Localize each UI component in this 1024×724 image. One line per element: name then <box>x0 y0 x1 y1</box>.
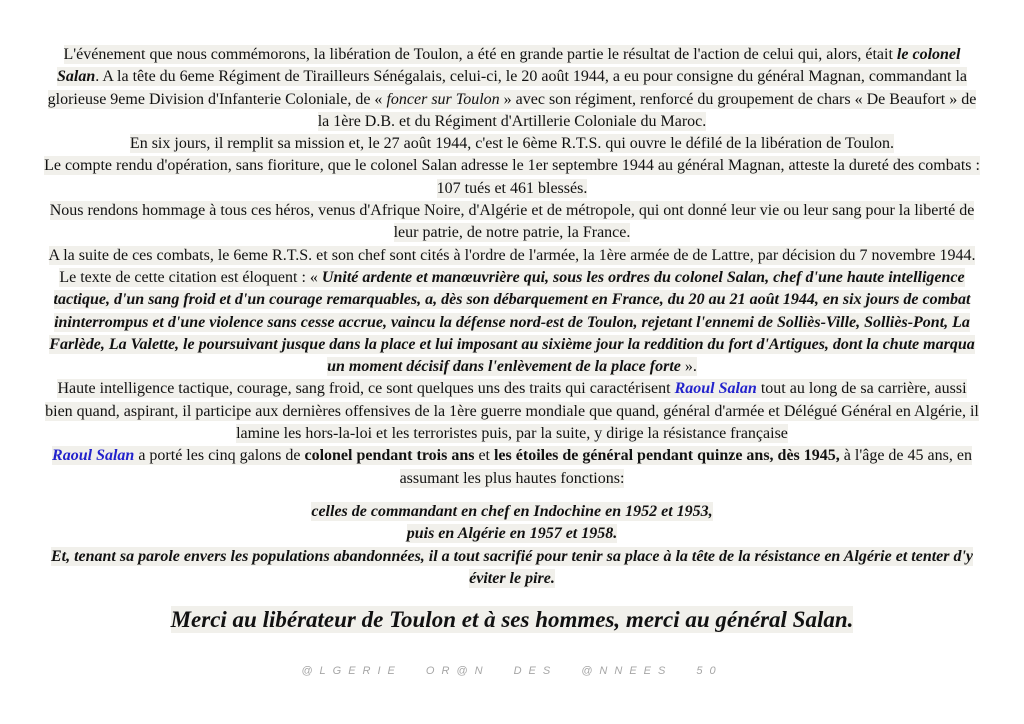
paragraph-algerie <box>44 523 980 545</box>
text-run: ». <box>680 358 697 376</box>
paragraph-hommage <box>44 200 980 245</box>
raoul-salan-link[interactable]: Raoul Salan <box>52 447 135 465</box>
paragraph-sacrifice <box>44 546 980 591</box>
text-run: A la suite de ces combats, le 6eme R.T.S. et son chef sont cités à l'ordre de l'armée, la 1ère armée de de Lattre, par décision du 7 novembre 1944. Le texte de cette citation est éloquent : « <box>48 246 976 286</box>
text-run: foncer sur Toulon <box>386 90 500 108</box>
text-run: Le compte rendu d'opération, sans fioriture, que le colonel Salan adresse le 1er septembre 1944 au général Magnan, atteste la dureté des combats : 107 tués et 461 blessés. <box>44 157 980 197</box>
text-run: Et, tenant sa parole envers les populations abandonnées, il a tout sacrifié pour tenir sa place à la tête de la résistance en Algérie et tenter d'y éviter le pire. <box>50 547 974 587</box>
paragraph-indochine <box>44 501 980 523</box>
text-run: En six jours, il remplit sa mission et, le 27 août 1944, c'est le 6ème R.T.S. qui ouvre le défilé de la libération de Toulon. <box>129 135 895 153</box>
text-run: celles de commandant en chef en Indochine en 1952 et 1953, <box>311 502 713 520</box>
text-run: Unité ardente et manœuvrière qui, sous les ordres du colonel Salan, chef d'une haute intelligence tactique, d'un sang froid et d'un courage remarquables, a, dès son débarquement en France, du 20 au 21 août 1944, en six jours de combat ininterrompus et d'une violence sans cesse accrue, vaincu la défense nord-est de Toulon, rejetant l'ennemi de Solliès-Ville, Solliès-Pont, La Farlède, La Valette, le poursuivant jusque dans la place et lui imposant au sixième jour la reddition du fort d'Artigues, dont la chute marqua un moment décisif dans l'enlèvement de la place forte <box>49 268 975 376</box>
closing-line <box>44 605 980 635</box>
paragraph-compte-rendu <box>44 155 980 200</box>
text-run: puis en Algérie en 1957 et 1958. <box>406 525 618 543</box>
text-run: colonel pendant trois ans <box>304 447 475 465</box>
text-run: » avec son régiment, renforcé du groupement de chars « De Beaufort » de la 1ère D.B. et du Régiment d'Artillerie Coloniale du Maroc. <box>317 90 977 130</box>
text-run: à l'âge de 45 ans, en assumant les plus hautes fonctions: <box>399 447 972 487</box>
text-run: . A la tête du 6eme Régiment de Tirailleurs Sénégalais, celui-ci, le 20 août 1944, a eu pour consigne du général Magnan, commandant la glorieuse 9eme Division d'Infanterie Coloniale, de « <box>47 68 967 108</box>
paragraph-intro-liberation <box>44 44 980 133</box>
text-run: et <box>474 447 494 465</box>
paragraph-citation <box>44 245 980 379</box>
paragraph-carriere <box>44 378 980 445</box>
paragraph-galons <box>44 445 980 490</box>
raoul-salan-link[interactable]: Raoul Salan <box>674 380 757 398</box>
watermark: @LGERIE OR@N DES @NNEES 50 <box>301 665 723 678</box>
text-run: L'événement que nous commémorons, la libération de Toulon, a été en grande partie le résultat de l'action de celui qui, alors, était <box>63 46 897 63</box>
text-run: le colonel Salan <box>56 46 961 86</box>
text-run: Merci au libérateur de Toulon et à ses hommes, merci au général Salan. <box>170 607 854 633</box>
text-run: tout au long de sa carrière, aussi bien quand, aspirant, il participe aux dernières offensives de la 1ère guerre mondiale que quand, général d'armée et Délégué Général en Algérie, il lamine les hors-la-loi et les terroristes puis, par la suite, y dirige la résistance française <box>45 380 979 443</box>
paragraph-six-jours <box>44 133 980 155</box>
text-run: Nous rendons hommage à tous ces héros, venus d'Afrique Noire, d'Algérie et de métropole, qui ont donné leur vie ou leur sang pour la liberté de leur patrie, de notre patrie, la France. <box>49 202 975 242</box>
text-run: les étoiles de général pendant quinze ans, dès 1945, <box>493 447 840 465</box>
text-run: a porté les cinq galons de <box>134 447 305 465</box>
text-run: Haute intelligence tactique, courage, sang froid, ce sont quelques uns des traits qui caractérisent <box>57 380 675 398</box>
